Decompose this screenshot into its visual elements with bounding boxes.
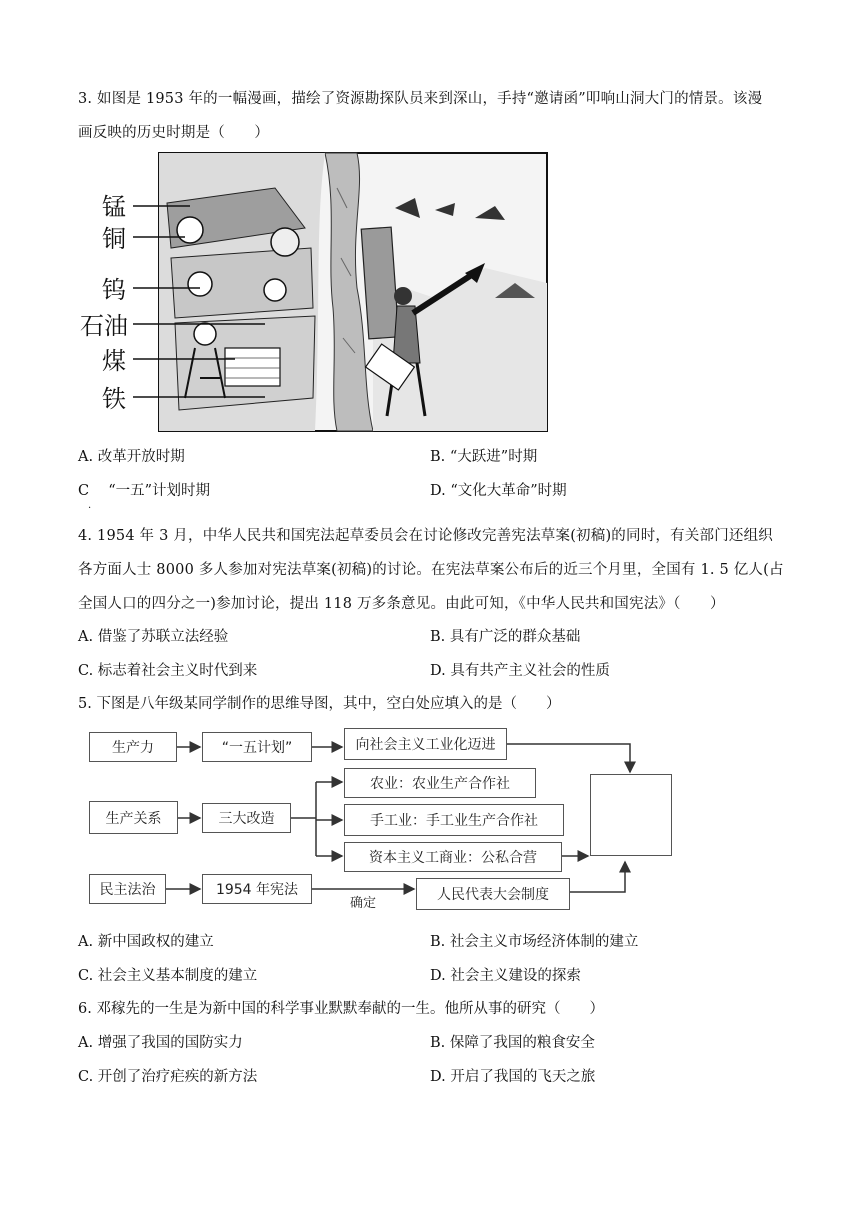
question-4-line-2: 各方面人士 8000 多人参加对宪法草案(初稿)的讨论。在宪法草案公布后的近三个月里，全国有 1. 5 亿人(占 [78, 562, 784, 578]
mindmap-npc-system: 人民代表大会制度 [416, 878, 570, 910]
question-4-line-3: 全国人口的四分之一)参加讨论，提出 118 万多条意见。由此可知，《中华人民共和国宪法》（ ） [78, 596, 725, 612]
q4-option-c[interactable]: C. 标志着社会主义时代到来 [78, 663, 258, 679]
q6-option-c[interactable]: C. 开创了治疗疟疾的新方法 [78, 1069, 258, 1085]
question-3-stem [78, 82, 788, 150]
q6-option-a[interactable]: A. 增强了我国的国防实力 [78, 1035, 243, 1051]
stray-dot: . [88, 500, 92, 511]
question-6-stem: 6. 邓稼先的一生是为新中国的科学事业默默奉献的一生。他所从事的研究（ ） [78, 1001, 604, 1017]
q5-option-b[interactable]: B. 社会主义市场经济体制的建立 [430, 934, 639, 950]
cartoon-label-manganese: 锰 [102, 193, 126, 221]
mindmap-first-five-year-plan: “一五计划” [202, 732, 312, 762]
cartoon-label-iron: 铁 [102, 385, 126, 413]
question-4-stem [78, 519, 788, 621]
q6-option-d[interactable]: D. 开启了我国的飞天之旅 [430, 1069, 596, 1085]
cartoon-label-copper: 铜 [102, 225, 126, 253]
q6-option-b[interactable]: B. 保障了我国的粮食安全 [430, 1035, 595, 1051]
q4-option-b[interactable]: B. 具有广泛的群众基础 [430, 629, 581, 645]
mindmap-constitution-1954: 1954 年宪法 [202, 874, 312, 904]
cartoon-label-coal: 煤 [102, 347, 126, 375]
q5-option-c[interactable]: C. 社会主义基本制度的建立 [78, 968, 258, 984]
q3-option-c[interactable]: C “一五”计划时期 [78, 483, 211, 499]
question-3-line-2: 画反映的历史时期是（ ） [78, 125, 270, 141]
q5-option-a[interactable]: A. 新中国政权的建立 [78, 934, 214, 950]
q3-option-a[interactable]: A. 改革开放时期 [78, 449, 185, 465]
cartoon-label-petroleum: 石油 [80, 312, 128, 340]
q5-option-d[interactable]: D. 社会主义建设的探索 [430, 968, 581, 984]
mindmap-blank-answer-box [590, 774, 672, 856]
mindmap-industrialization: 向社会主义工业化迈进 [344, 728, 507, 760]
mindmap-democracy-law: 民主法治 [89, 874, 166, 904]
mindmap-determine-label: 确定 [350, 896, 377, 911]
mindmap-capitalist-commerce: 资本主义工商业：公私合营 [344, 842, 562, 872]
question-3-line-1: 3. 如图是 1953 年的一幅漫画，描绘了资源勘探队员来到深山，手持“邀请函”叩响山洞大门的情景。该漫 [78, 91, 763, 107]
mindmap-productivity: 生产力 [89, 732, 177, 762]
q4-option-a[interactable]: A. 借鉴了苏联立法经验 [78, 629, 229, 645]
mindmap-three-transformations: 三大改造 [202, 803, 291, 833]
cartoon-image [75, 148, 550, 436]
q3-option-b[interactable]: B. “大跃进”时期 [430, 449, 538, 465]
q3-option-d[interactable]: D. “文化大革命”时期 [430, 483, 567, 499]
mindmap-production-relations: 生产关系 [89, 801, 178, 834]
cartoon-label-tungsten: 钨 [102, 276, 126, 304]
mindmap-agriculture: 农业：农业生产合作社 [344, 768, 536, 798]
question-5-stem: 5. 下图是八年级某同学制作的思维导图，其中，空白处应填入的是（ ） [78, 696, 561, 712]
mind-map [80, 722, 655, 922]
q4-option-d[interactable]: D. 具有共产主义社会的性质 [430, 663, 610, 679]
question-4-line-1: 4. 1954 年 3 月，中华人民共和国宪法起草委员会在讨论修改完善宪法草案(初稿)的同时，有关部门还组织 [78, 528, 774, 544]
mindmap-handicraft: 手工业：手工业生产合作社 [344, 804, 564, 836]
